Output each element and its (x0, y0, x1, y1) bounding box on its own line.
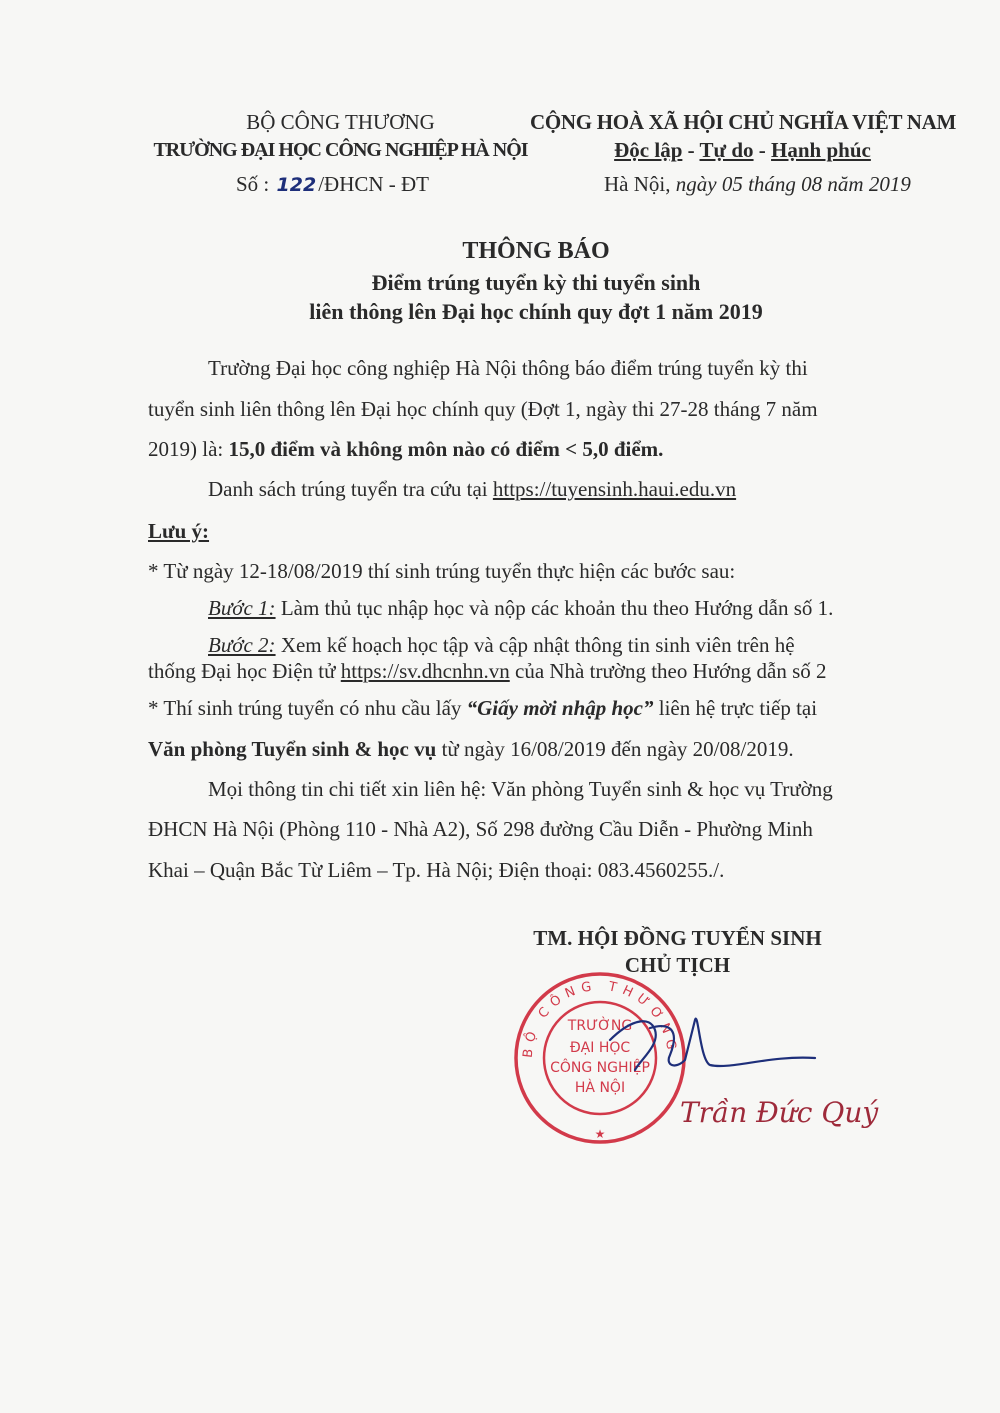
text-span: Danh sách trúng tuyển tra cứu tại (208, 477, 493, 501)
doc-no-prefix: Số : (236, 172, 275, 196)
doc-no-suffix: /ĐHCN - ĐT (318, 172, 430, 196)
text-span: của Nhà trường theo Hướng dẫn số 2 (509, 659, 827, 683)
invitation-letter: “Giấy mời nhập học” (466, 696, 654, 720)
seal-center-line: ĐẠI HỌC (569, 1040, 631, 1056)
place-date (604, 172, 911, 197)
step-2 (208, 633, 795, 658)
ministry-name: BỘ CÔNG THƯƠNG (246, 110, 435, 134)
step-1 (208, 596, 833, 621)
text-span: * Thí sinh trúng tuyển có nhu cầu lấy (148, 696, 467, 720)
svg-text:★: ★ (594, 1127, 606, 1141)
place-name: Hà Nội, (604, 172, 676, 196)
step-text: Làm thủ tục nhập học và nộp các khoản thu theo Hướng dẫn số 1. (275, 596, 834, 620)
motto-separator: - (753, 138, 772, 162)
doc-no-handwritten: 122 (276, 174, 317, 196)
paragraph-line (148, 437, 663, 462)
national-motto (530, 136, 955, 164)
national-header (530, 108, 955, 164)
issue-date: ngày 05 tháng 08 năm 2019 (675, 172, 911, 196)
motto-part: Tự do (699, 138, 754, 162)
step-label: Bước 2: (208, 633, 276, 657)
office-name: Văn phòng Tuyển sinh & học vụ (148, 737, 437, 761)
notice-subtitle-1: Điểm trúng tuyển kỳ thi tuyển sinh (371, 270, 701, 295)
step-text: Xem kế hoạch học tập và cập nhật thông tin sinh viên trên hệ (275, 633, 795, 657)
signer-name: Trần Đức Quý (680, 1096, 879, 1129)
signing-role: CHỦ TỊCH (624, 953, 731, 977)
seal-center-line: TRƯỜNG (567, 1018, 633, 1034)
motto-separator: - (682, 138, 700, 162)
issuer-header (148, 108, 533, 164)
signing-council: TM. HỘI ĐỒNG TUYỂN SINH (533, 926, 822, 950)
motto-part: Hạnh phúc (771, 138, 871, 162)
paragraph-line (208, 477, 736, 502)
text-span: 2019) là: (148, 437, 229, 461)
paragraph-line: tuyển sinh liên thông lên Đại học chính quy (Đợt 1, ngày thi 27-28 tháng 7 năm (148, 397, 818, 421)
note-bullet (148, 696, 817, 721)
notice-subtitle-2: liên thông lên Đại học chính quy đợt 1 năm 2019 (309, 299, 763, 324)
paragraph-line: Trường Đại học công nghiệp Hà Nội thông báo điểm trúng tuyển kỳ thi (208, 356, 808, 380)
text-span: từ ngày 16/08/2019 đến ngày 20/08/2019. (436, 737, 794, 761)
contact-line: Khai – Quận Bắc Từ Liêm – Tp. Hà Nội; Điện thoại: 083.4560255./. (148, 858, 725, 882)
admissions-link[interactable]: https://tuyensinh.haui.edu.vn (492, 477, 737, 501)
step-label: Bước 1: (208, 596, 276, 620)
country-name: CỘNG HOÀ XÃ HỘI CHỦ NGHĨA VIỆT NAM (530, 110, 956, 134)
note-bullet: * Từ ngày 12-18/08/2019 thí sinh trúng tuyển thực hiện các bước sau: (148, 559, 736, 583)
student-portal-link[interactable]: https://sv.dhcnhn.vn (340, 659, 510, 683)
school-name: TRƯỜNG ĐẠI HỌC CÔNG NGHIỆP HÀ NỘI (153, 139, 528, 161)
note-bullet-continued (148, 737, 794, 762)
notes-heading: Lưu ý: (148, 519, 210, 543)
seal-center-line: CÔNG NGHIỆP (550, 1060, 650, 1076)
handwritten-signature-icon (600, 1000, 820, 1090)
text-span: liên hệ trực tiếp tại (653, 696, 818, 720)
text-span: thống Đại học Điện tử (148, 659, 341, 683)
motto-part: Độc lập (614, 138, 683, 162)
seal-center-line: HÀ NỘI (574, 1080, 626, 1096)
cutoff-score: 15,0 điểm và không môn nào có điểm < 5,0 điểm. (228, 437, 664, 461)
document-number (236, 172, 429, 197)
contact-line: ĐHCN Hà Nội (Phòng 110 - Nhà A2), Số 298 đường Cầu Diễn - Phường Minh (148, 817, 813, 841)
notice-title: THÔNG BÁO (462, 238, 610, 264)
contact-line: Mọi thông tin chi tiết xin liên hệ: Văn phòng Tuyển sinh & học vụ Trường (208, 777, 833, 801)
seal-ring-text: BỘ CÔNG THƯƠNG (520, 978, 680, 1059)
step-2-continued (148, 659, 827, 684)
